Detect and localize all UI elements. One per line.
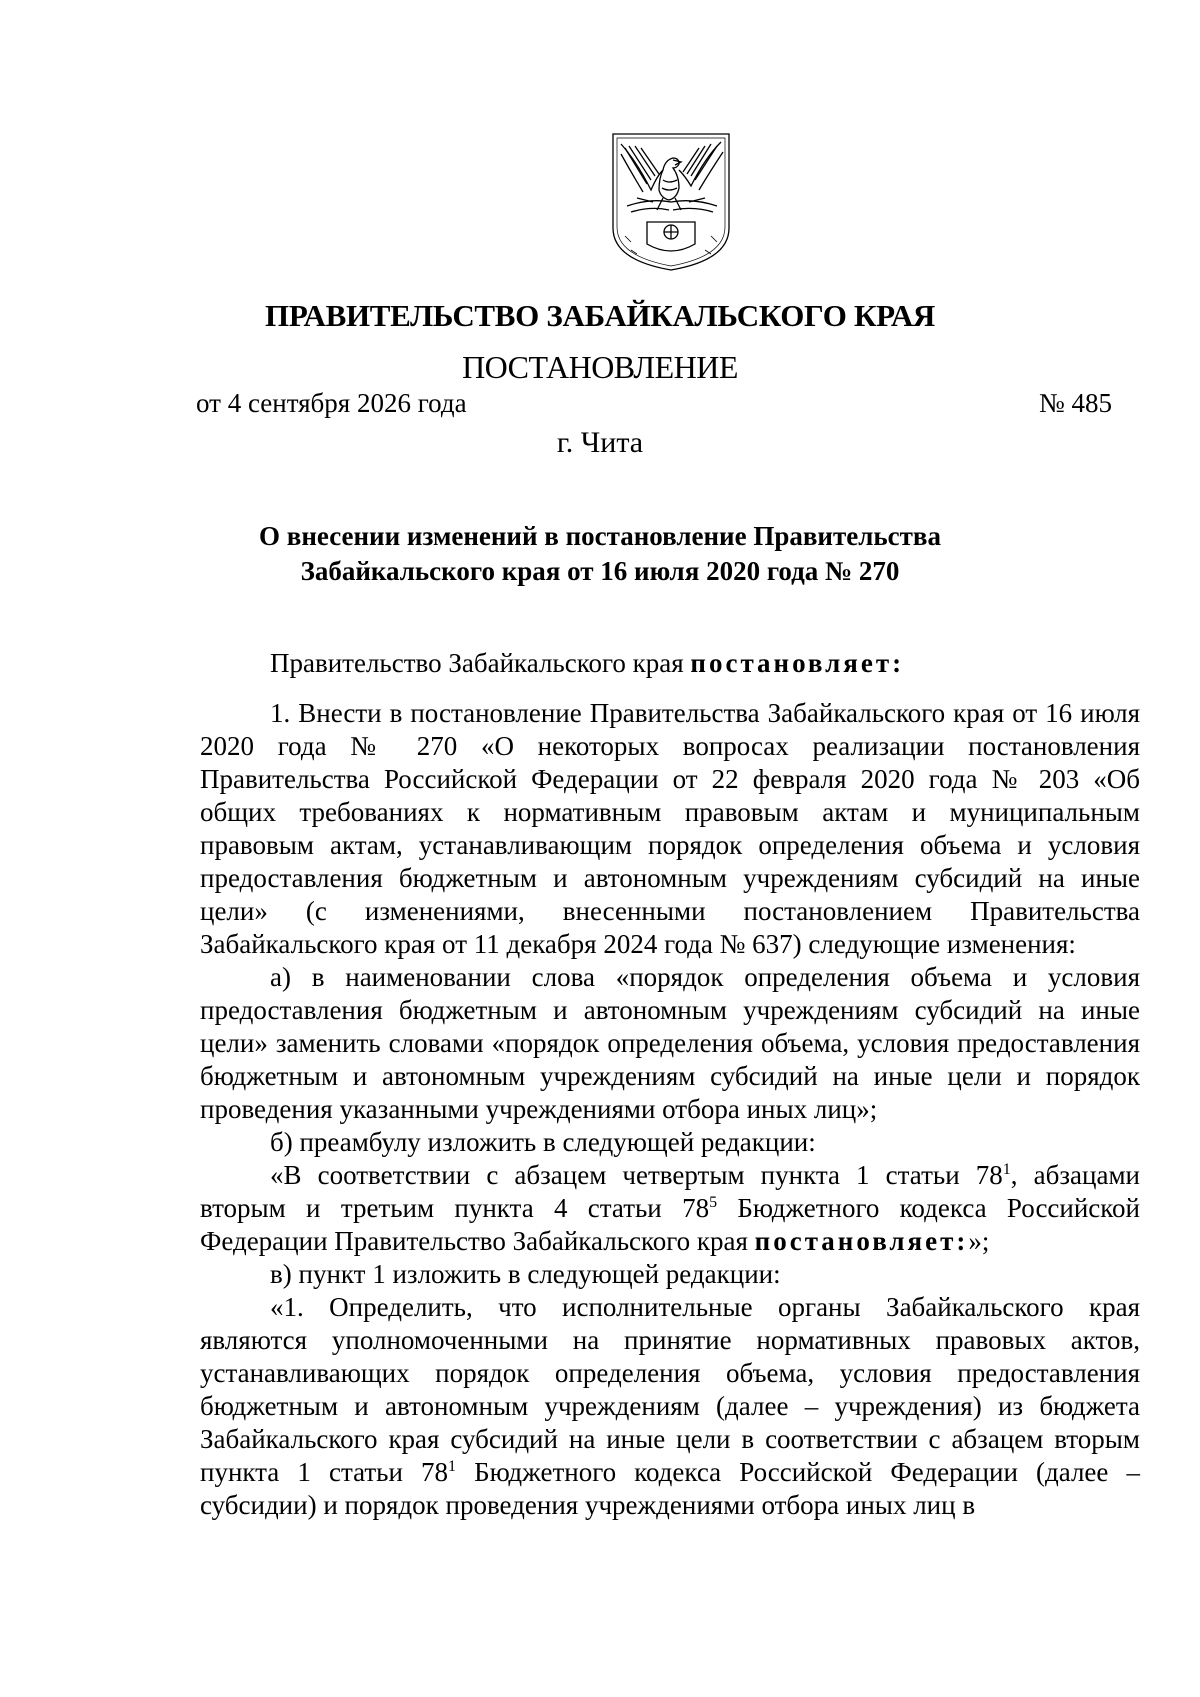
quote-part-2: , абзацами вторым и третьим пункта 4 статьи 78 xyxy=(200,1160,1140,1223)
document-number: № 485 xyxy=(1038,388,1112,418)
subject-line-2: Забайкальского края от 16 июля 2020 года № 270 xyxy=(300,556,900,586)
document-type: ПОСТАНОВЛЕНИЕ xyxy=(462,349,738,385)
paragraph-point-1-quote xyxy=(200,1291,1140,1522)
document-date: от 4 сентября 2026 года xyxy=(196,388,467,418)
document-subject xyxy=(200,519,1000,589)
quote-emphasis: постановляет: xyxy=(754,1226,969,1256)
quote-part-1: «В соответствии с абзацем четвертым пункта 1 статьи 78 xyxy=(270,1160,1003,1190)
superscript-5: 5 xyxy=(709,1194,718,1211)
subject-line-1: О внесении изменений в постановление Правительства xyxy=(259,521,941,551)
document-city: г. Чита xyxy=(556,426,644,459)
quote-part-3: Бюджетного кодекса Российской Федерации Правительство Забайкальского края xyxy=(200,1193,1140,1256)
point-quote-part-1: «1. Определить, что исполнительные органы Забайкальского края являются уполномоченными на принятие нормативных правовых актов, устанавливающих порядок определения объема, условия предоставления бюджетным и автономным учреждениям (далее – учреждения) из бюджета Забайкальского края субсидий на иные цели в соответствии с абзацем вторым пункта 1 статьи 78 xyxy=(200,1292,1140,1487)
superscript-1: 1 xyxy=(1002,1161,1011,1178)
paragraph-preamble-quote xyxy=(200,1159,1140,1258)
document-body xyxy=(200,647,1140,1522)
point-quote-part-2: Бюджетного кодекса Российской Федерации (далее – субсидии) и порядок проведения учреждениями отбора иных лиц в xyxy=(200,1457,1140,1520)
quote-part-4: »; xyxy=(968,1226,990,1256)
coat-of-arms-icon xyxy=(607,132,735,272)
paragraph-1: 1. Внести в постановление Правительства Забайкальского края от 16 июля 2020 года № 270 «О некоторых вопросах реализации постановления Правительства Российской Федерации от 22 февраля 2020 года № 203 «Об общих требованиях к нормативным правовым актам и муниципальным правовым актам, устанавливающим порядок определения объема и условия предоставления бюджетным и автономным учреждениям субсидий на иные цели» (с изменениями, внесенными постановлением Правительства Забайкальского края от 11 декабря 2024 года № 637) следующие изменения: xyxy=(200,698,1140,959)
paragraph-v: в) пункт 1 изложить в следующей редакции: xyxy=(270,1259,781,1289)
paragraph-intro xyxy=(200,647,1140,680)
organization-title: ПРАВИТЕЛЬСТВО ЗАБАЙКАЛЬСКОГО КРАЯ xyxy=(265,298,935,333)
paragraph-a: а) в наименовании слова «порядок определения объема и условия предоставления бюджетным и автономным учреждениям субсидий на иные цели» заменить словами «порядок определения объема, условия предоставления бюджетным и автономным учреждениям субсидий на иные цели и порядок проведения указанными учреждениями отбора иных лиц»; xyxy=(200,962,1140,1124)
superscript-1b: 1 xyxy=(448,1458,457,1475)
intro-text: Правительство Забайкальского края xyxy=(270,648,691,678)
intro-emphasis: постановляет: xyxy=(690,648,905,678)
paragraph-b: б) преамбулу изложить в следующей редакции: xyxy=(270,1127,816,1157)
